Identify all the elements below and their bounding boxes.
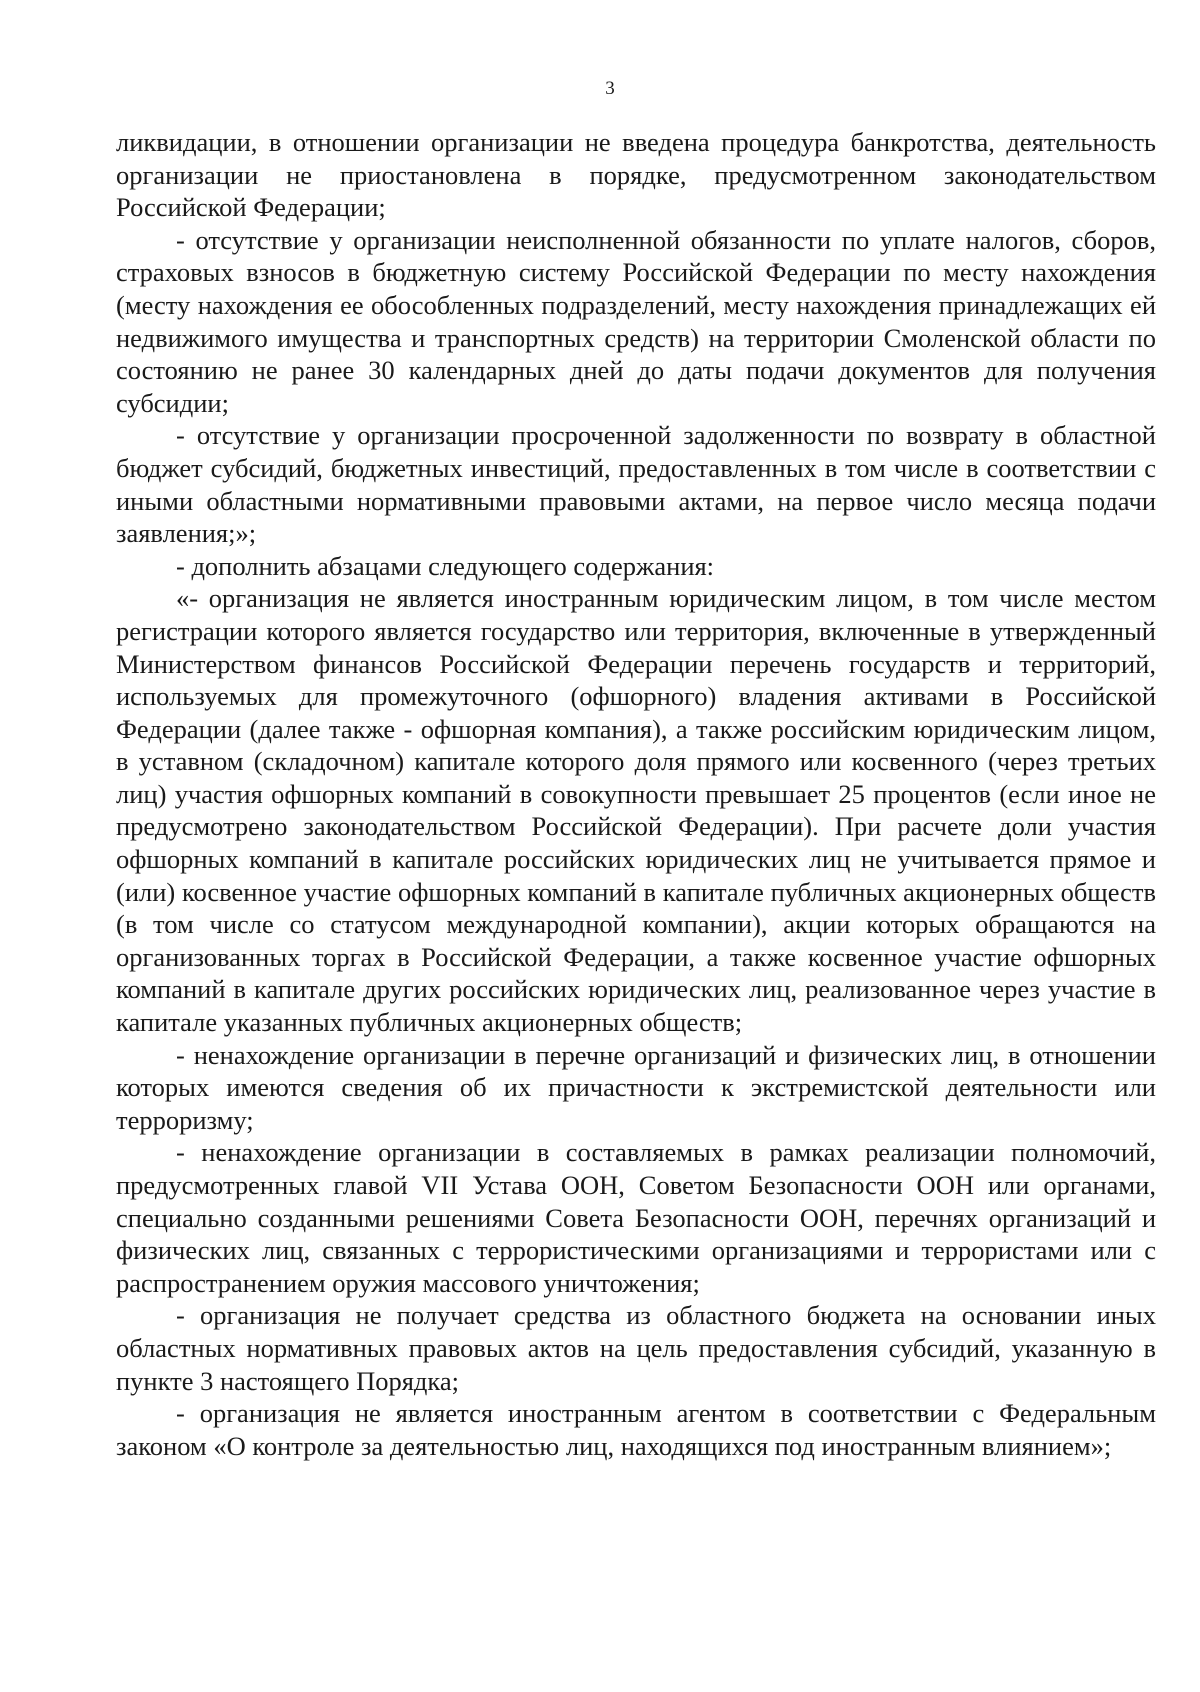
paragraph-amendment-intro: - дополнить абзацами следующего содержания: xyxy=(176,550,715,581)
document-body xyxy=(116,126,1156,1462)
paragraph-foreign-agent: - организация не является иностранным агентом в соответствии с Федеральным законом «О контроле за деятельностью лиц, находящихся под иностранным влиянием»; xyxy=(116,1398,1156,1461)
paragraph-offshore-company: «- организация не является иностранным юридическим лицом, в том числе местом регистрации которого является государство или территория, включенные в утвержденный Министерством финансов Российской Федерации перечень государств и территорий, используемых для промежуточного (офшорного) владения активами в Российской Федерации (далее также - офшорная компания), а также российским юридическим лицом, в уставном (складочном) капитале которого доля прямого или косвенного (через третьих лиц) участия офшорных компаний в совокупности превышает 25 процентов (если иное не предусмотрено законодательством Российской Федерации). При расчете доли участия офшорных компаний в капитале российских юридических лиц не учитывается прямое и (или) косвенное участие офшорных компаний в капитале публичных акционерных обществ (в том числе со статусом международной компании), акции которых обращаются на организованных торгах в Российской Федерации, а также косвенное участие офшорных компаний в капитале других российских юридических лиц, реализованное через участие в капитале указанных публичных акционерных обществ; xyxy=(116,583,1156,1038)
paragraph-other-budget-funds: - организация не получает средства из областного бюджета на основании иных областных нормативных правовых актов на цель предоставления субсидий, указанную в пункте 3 настоящего Порядка; xyxy=(116,1300,1156,1396)
paragraph-tax-arrears: - отсутствие у организации неисполненной обязанности по уплате налогов, сборов, страховых взносов в бюджетную систему Российской Федерации по месту нахождения (месту нахождения ее обособленных подразделений, месту нахождения принадлежащих ей недвижимого имущества и транспортных средств) на территории Смоленской области по состоянию не ранее 30 календарных дней до даты подачи документов для получения субсидии; xyxy=(116,224,1156,418)
paragraph-continuation: ликвидации, в отношении организации не введена процедура банкротства, деятельность организации не приостановлена в порядке, предусмотренном законодательством Российской Федерации; xyxy=(116,127,1156,223)
paragraph-extremism-list: - ненахождение организации в перечне организаций и физических лиц, в отношении которых имеются сведения об их причастности к экстремистской деятельности или терроризму; xyxy=(116,1039,1156,1135)
page-number: 3 xyxy=(605,78,615,99)
paragraph-overdue-debt: - отсутствие у организации просроченной задолженности по возврату в областной бюджет субсидий, бюджетных инвестиций, предоставленных в том числе в соответствии с иными областными нормативными правовыми актами, на первое число месяца подачи заявления;»; xyxy=(116,420,1156,549)
paragraph-un-sanctions: - ненахождение организации в составляемых в рамках реализации полномочий, предусмотренных главой VII Устава ООН, Советом Безопасности ООН или органами, специально созданными решениями Совета Безопасности ООН, перечнях организаций и физических лиц, связанных с террористическими организациями и террористами или с распространением оружия массового уничтожения; xyxy=(116,1137,1156,1298)
